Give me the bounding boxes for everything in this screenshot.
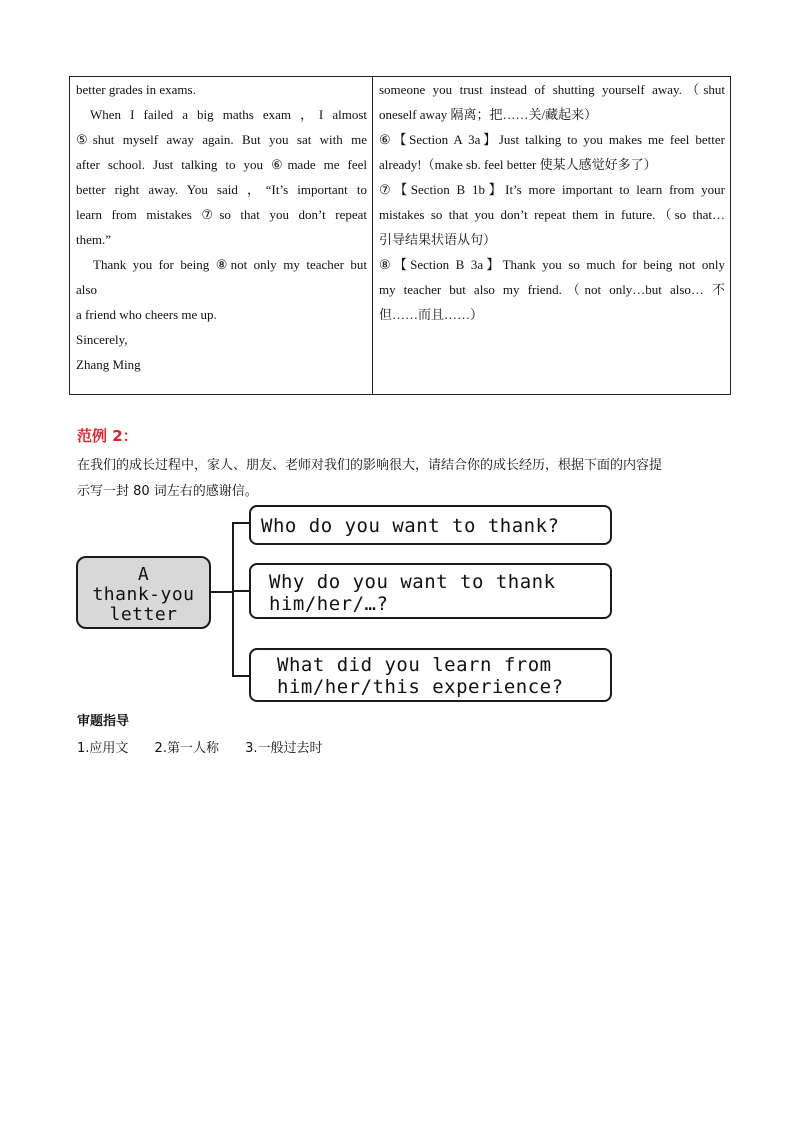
- mindmap-center-text: letter: [109, 604, 178, 625]
- guide-heading: 审题指导: [77, 714, 130, 729]
- note-line: mistakes so that you don’t repeat them in future.（so that…: [379, 207, 725, 222]
- note-line: ⑦【Section B 1b】It’s more important to learn from your: [379, 182, 725, 197]
- note-line: ⑧【Section B 3a】Thank you so much for being not only: [379, 257, 725, 272]
- letter-line: When I failed a big maths exam ，I almost: [90, 107, 367, 122]
- notes-cell: [379, 77, 725, 327]
- connector-line: [211, 591, 233, 593]
- mindmap-center-text: thank-you: [92, 584, 195, 605]
- letter-line: better right away. You said ，“It’s important to: [76, 182, 367, 197]
- note-line: someone you trust instead of shutting yourself away.（shut: [379, 82, 725, 97]
- letter-line: Zhang Ming: [76, 357, 141, 372]
- letter-line: Sincerely,: [76, 332, 128, 347]
- note-line: 引导结果状语从句）: [379, 232, 497, 247]
- table-divider: [372, 77, 373, 394]
- example-heading: 范例 2：: [77, 427, 138, 445]
- connector-line: [232, 522, 250, 524]
- mindmap-branch-why: [249, 563, 612, 619]
- note-line: ⑥【Section A 3a】Just talking to you makes me feel better: [379, 132, 725, 147]
- note-line: my teacher but also my friend.（not only…but also… 不: [379, 282, 725, 297]
- connector-line: [232, 675, 250, 677]
- note-line: already!（make sb. feel better 使某人感觉好多了）: [379, 157, 657, 172]
- mindmap-branch-text: Why do you want to thank: [269, 571, 556, 593]
- mindmap-branch-who: [249, 505, 612, 545]
- letter-line: also: [76, 282, 97, 297]
- guide-list: [77, 737, 345, 756]
- guide-item: 2.第一人称: [154, 741, 219, 756]
- note-line: oneself away 隔离；把……关/藏起来）: [379, 107, 598, 122]
- prompt-line: 在我们的成长过程中，家人、朋友、老师对我们的影响很大，请结合你的成长经历，根据下面的内容提: [77, 458, 663, 473]
- guide-item: 3.一般过去时: [245, 741, 323, 756]
- connector-line: [232, 522, 234, 677]
- mindmap-center-node: [76, 556, 211, 629]
- letter-line: them.”: [76, 232, 112, 247]
- guide-item: 1.应用文: [77, 741, 129, 756]
- letter-line: learn from mistakes ⑦so that you don’t repeat: [76, 207, 367, 222]
- letter-line: a friend who cheers me up.: [76, 307, 217, 322]
- mindmap-branch-text: What did you learn from: [277, 654, 552, 676]
- letter-line: Thank you for being ⑧not only my teacher but: [93, 257, 367, 272]
- letter-line: ⑤shut myself away again. But you sat with me: [76, 132, 367, 147]
- letter-line: after school. Just talking to you ⑥made me feel: [76, 157, 367, 172]
- mindmap-branch-text: Who do you want to thank?: [261, 515, 560, 537]
- letter-line: better grades in exams.: [76, 82, 196, 97]
- mindmap-branch-text: him/her/…?: [269, 593, 389, 615]
- note-line: 但……而且……）: [379, 307, 484, 322]
- mindmap-branch-text: him/her/this experience?: [277, 676, 564, 698]
- mindmap-branch-learn: [249, 648, 612, 702]
- mindmap-center-text: A: [137, 564, 150, 585]
- letter-text-cell: [76, 77, 367, 377]
- connector-line: [232, 590, 250, 592]
- notes-table: [69, 76, 731, 395]
- prompt-line: 示写一封 80 词左右的感谢信。: [77, 484, 258, 499]
